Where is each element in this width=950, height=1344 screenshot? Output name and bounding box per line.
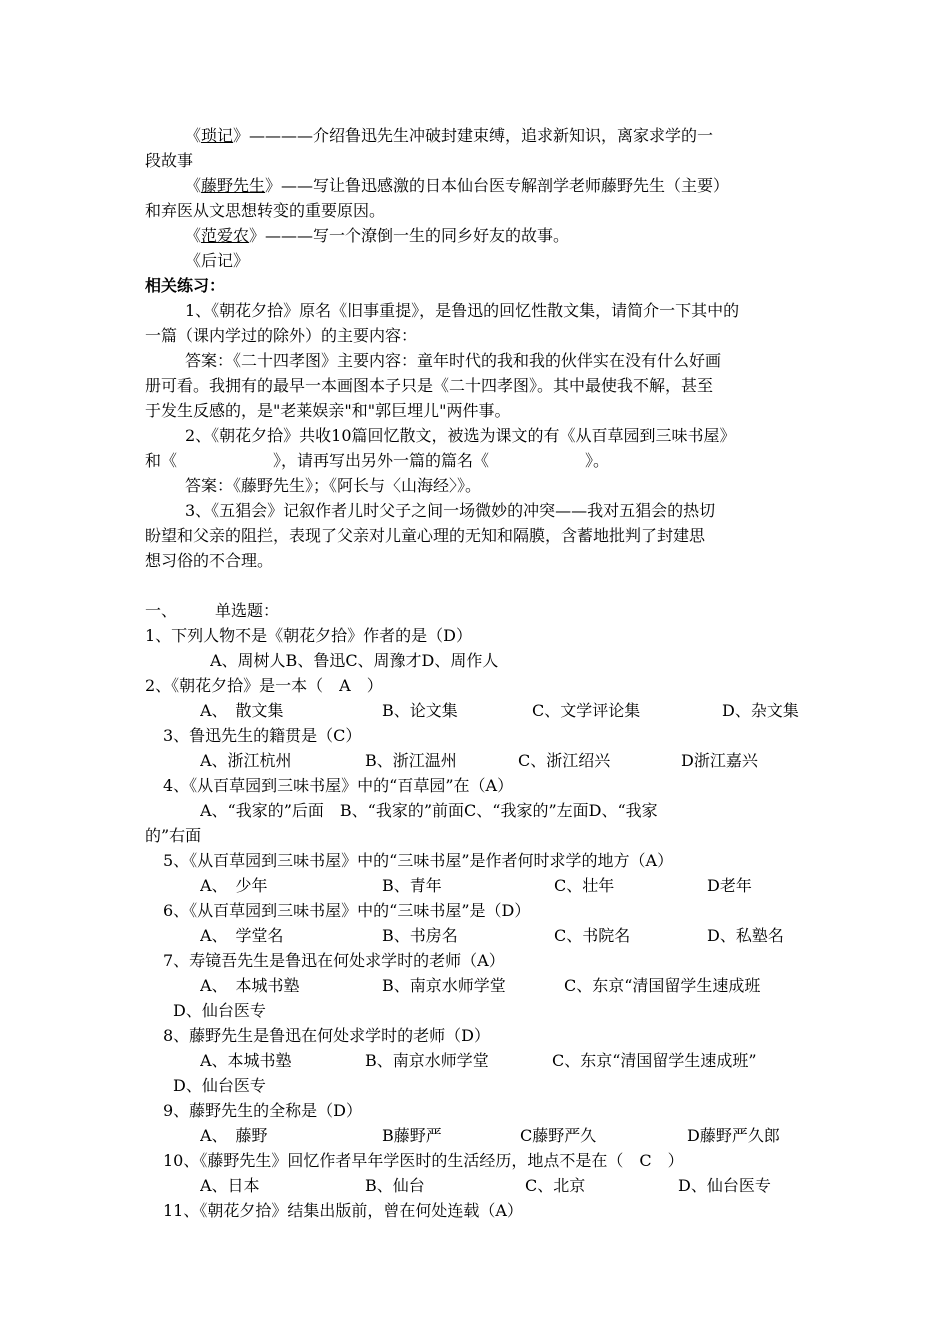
option-b: B、浙江温州 <box>365 751 457 770</box>
mcq-question-1: 1、下列人物不是《朝花夕拾》作者的是（D） <box>145 626 473 645</box>
option-c: C、东京“清国留学生速成班” <box>552 1051 757 1070</box>
option-a: A、浙江杭州 <box>200 751 292 770</box>
exercise-2: 2、《朝花夕拾》共收10篇回忆散文，被选为课文的有《从百草园到三味书屋》 <box>185 426 736 445</box>
title-bracket: 》 <box>249 226 266 245</box>
option-c: C、东京“清国留学生速成班 <box>564 976 761 995</box>
option-d: D、杂文集 <box>722 701 799 720</box>
tengye-line <box>185 173 810 198</box>
tengye-title: 藤野先生 <box>201 176 266 195</box>
answer-1-cont: 册可看。我拥有的最早一本画图本子只是《二十四孝图》。其中最使我不解，甚至 <box>145 376 714 395</box>
zhuji-title: 琐记 <box>201 126 234 145</box>
mcq-question-8: 8、藤野先生是鲁迅在何处求学时的老师（D） <box>163 1026 491 1045</box>
option-d: D、仙台医专 <box>678 1176 771 1195</box>
title-bracket: 》 <box>233 126 250 145</box>
exercise-2-cont: 和《 》，请再写出另外一篇的篇名《 》。 <box>145 451 610 470</box>
option-b: B、南京水师学堂 <box>365 1051 489 1070</box>
option-a: A、本城书塾 <box>200 1051 292 1070</box>
exercise-3-cont: 盼望和父亲的阻拦，表现了父亲对儿童心理的无知和隔膜，含蓄地批判了封建思 <box>145 526 706 545</box>
zhuji-desc: ————介绍鲁迅先生冲破封建束缚，追求新知识，离家求学的一 <box>249 126 714 145</box>
mcq-options-3 <box>200 748 810 773</box>
mcq-question-10: 10、《藤野先生》回忆作者早年学医时的生活经历，地点不是在（ C ） <box>163 1151 684 1170</box>
mcq-options-9 <box>200 1123 810 1148</box>
exercise-3: 3、《五猖会》记叙作者儿时父子之间一场微妙的冲突——我对五猖会的热切 <box>185 501 716 520</box>
answer-1-cont: 于发生反感的，是"老莱娱亲"和"郭巨埋儿"两件事。 <box>145 401 511 420</box>
mcq-options-4-cont: 的”右面 <box>145 826 202 845</box>
option-a: A、 本城书塾 <box>200 976 300 995</box>
option-b: B、青年 <box>382 876 442 895</box>
houji-line: 《后记》 <box>185 251 250 270</box>
fanainong-title: 范爱农 <box>201 226 250 245</box>
option-d: D藤野严久郎 <box>687 1126 780 1145</box>
mcq-heading-number: 一、 <box>145 601 178 620</box>
option-c: C、浙江绍兴 <box>518 751 611 770</box>
mcq-option-7-d: D、仙台医专 <box>173 1001 266 1020</box>
option-c: C、书院名 <box>554 926 631 945</box>
mcq-options-10 <box>200 1173 810 1198</box>
mcq-option-8-d: D、仙台医专 <box>173 1076 266 1095</box>
option-a: A、 散文集 <box>200 701 284 720</box>
option-b: B、论文集 <box>382 701 458 720</box>
mcq-options-7 <box>200 973 810 998</box>
fanainong-desc: ———写一个潦倒一生的同乡好友的故事。 <box>265 226 570 245</box>
option-a: A、 少年 <box>200 876 268 895</box>
mcq-question-9: 9、藤野先生的全称是（D） <box>163 1101 363 1120</box>
tengye-desc: ——写让鲁迅感激的日本仙台医专解剖学老师藤野先生（主要） <box>281 176 730 195</box>
option-c: C藤野严久 <box>520 1126 597 1145</box>
mcq-question-4: 4、《从百草园到三味书屋》中的“百草园”在（A） <box>163 776 514 795</box>
mcq-heading-text: 单选题： <box>215 601 280 620</box>
mcq-options-5 <box>200 873 810 898</box>
title-bracket: 《 <box>185 176 202 195</box>
mcq-question-2: 2、《朝花夕拾》是一本（ A ） <box>145 676 383 695</box>
exercises-heading: 相关练习： <box>145 276 226 295</box>
tengye-desc-cont: 和弃医从文思想转变的重要原因。 <box>145 201 386 220</box>
answer-1: 答案：《二十四孝图》主要内容：童年时代的我和我的伙伴实在没有什么好画 <box>185 351 722 370</box>
option-d: D浙江嘉兴 <box>681 751 758 770</box>
mcq-heading <box>145 598 810 623</box>
mcq-question-7: 7、寿镜吾先生是鲁迅在何处求学时的老师（A） <box>163 951 505 970</box>
answer-2: 答案：《藤野先生》；《阿长与〈山海经〉》。 <box>185 476 482 495</box>
option-b: B、南京水师学堂 <box>382 976 506 995</box>
option-b: B、书房名 <box>382 926 458 945</box>
option-c: C、壮年 <box>554 876 615 895</box>
mcq-options-4: A、“我家的”后面 B、“我家的”前面C、“我家的”左面D、“我家 <box>200 801 658 820</box>
title-bracket: 》 <box>265 176 282 195</box>
exercise-1: 1、《朝花夕拾》原名《旧事重提》，是鲁迅的回忆性散文集，请简介一下其中的 <box>185 301 740 320</box>
option-d: D老年 <box>707 876 752 895</box>
option-a: A、 学堂名 <box>200 926 284 945</box>
title-bracket: 《 <box>185 226 202 245</box>
option-c: C、文学评论集 <box>532 701 641 720</box>
option-b: B、仙台 <box>365 1176 425 1195</box>
mcq-question-6: 6、《从百草园到三味书屋》中的“三味书屋”是（D） <box>163 901 531 920</box>
mcq-options-8 <box>200 1048 810 1073</box>
option-d: D、私塾名 <box>707 926 784 945</box>
title-bracket: 《 <box>185 126 202 145</box>
fanainong-line <box>185 223 810 248</box>
mcq-options-6 <box>200 923 810 948</box>
mcq-question-5: 5、《从百草园到三味书屋》中的“三味书屋”是作者何时求学的地方（A） <box>163 851 674 870</box>
exercise-1-cont: 一篇（课内学过的除外）的主要内容： <box>145 326 418 345</box>
option-a: A、 藤野 <box>200 1126 268 1145</box>
exercise-3-cont: 想习俗的不合理。 <box>145 551 274 570</box>
zhuji-desc-cont: 段故事 <box>145 151 194 170</box>
mcq-question-11: 11、《朝花夕拾》结集出版前，曾在何处连载（A） <box>163 1201 523 1220</box>
option-a: A、日本 <box>200 1176 260 1195</box>
mcq-options-1: A、周树人B、鲁迅C、周豫才D、周作人 <box>210 651 499 670</box>
option-b: B藤野严 <box>382 1126 442 1145</box>
mcq-options-2 <box>200 698 810 723</box>
zhuji-line <box>185 123 810 148</box>
option-c: C、北京 <box>525 1176 586 1195</box>
mcq-question-3: 3、鲁迅先生的籍贯是（C） <box>163 726 362 745</box>
